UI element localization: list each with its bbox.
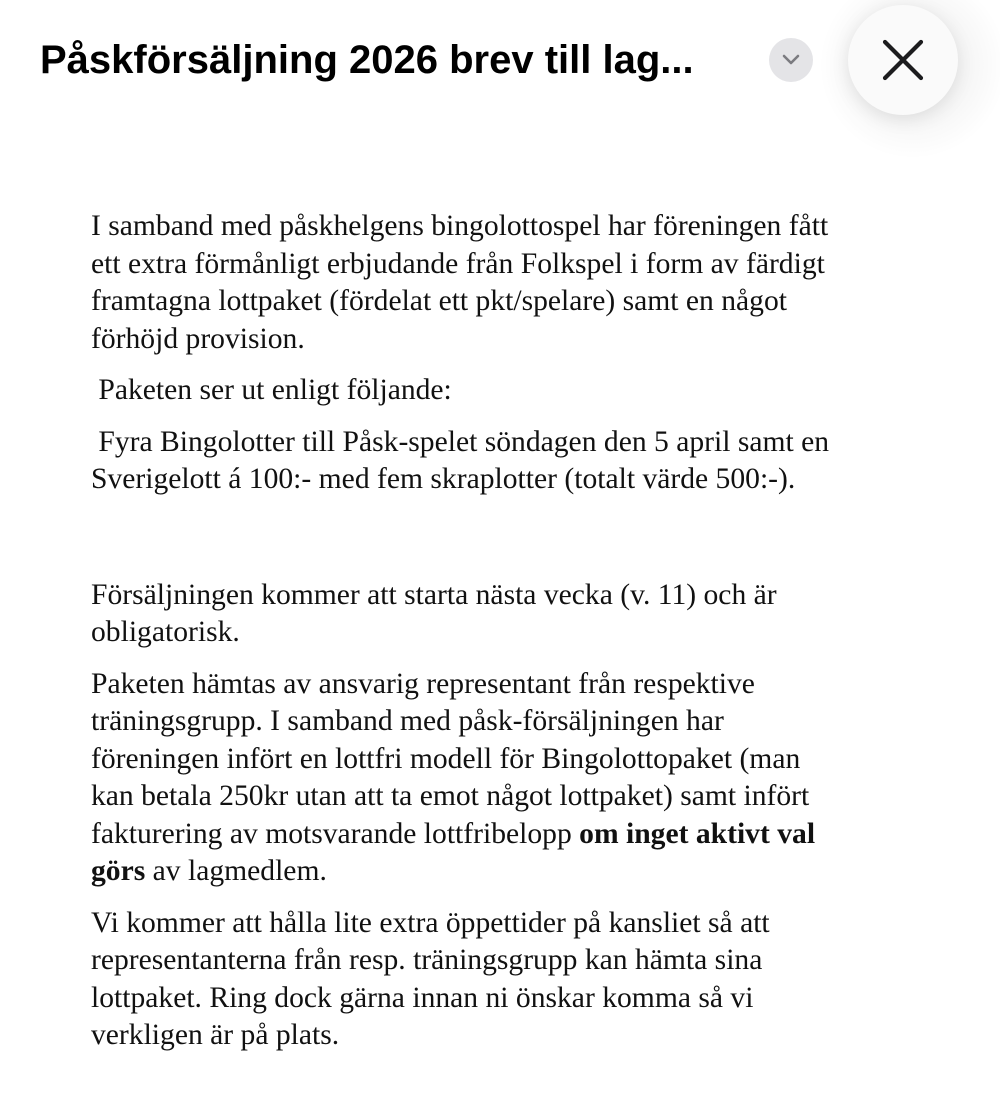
title-dropdown-button[interactable] xyxy=(769,38,813,82)
paragraph-pickup xyxy=(91,666,926,891)
text-line: verkligen är på plats. xyxy=(91,1019,340,1051)
text-line: träningsgrupp. I samband med påsk-försäljningen har xyxy=(91,705,724,737)
text-line: Vi kommer att hålla lite extra öppettider på kansliet så att xyxy=(91,906,770,939)
text-line: förhöjd provision. xyxy=(91,322,305,355)
document-title: Påskförsäljning 2026 brev till lag... xyxy=(40,38,694,82)
text-line: lottpaket. Ring dock gärna innan ni önskar komma så vi xyxy=(91,981,754,1014)
text-line: obligatorisk. xyxy=(91,616,240,648)
letter-body xyxy=(91,208,926,1055)
paragraph-intro xyxy=(91,208,926,358)
paragraph-office-hours xyxy=(91,905,926,1055)
bold-text: om inget aktivt val xyxy=(579,817,816,850)
text-segment: av lagmedlem. xyxy=(145,855,327,887)
text-line xyxy=(91,816,926,854)
text-line: representanterna från resp. träningsgrupp kan hämta sina xyxy=(91,944,763,976)
text-segment: fakturering av motsvarande lottfribelopp xyxy=(91,817,580,850)
text-line: föreningen infört en lottfri modell för Bingolottopaket (man xyxy=(91,742,801,775)
text-line: Paketen ser ut enligt följande: xyxy=(91,374,452,406)
text-line: Sverigelott á 100:- med fem skraplotter (totalt värde 500:-). xyxy=(91,463,796,495)
text-line: I samband med påskhelgens bingolottospel har föreningen fått xyxy=(91,210,829,242)
text-line: kan betala 250kr utan att ta emot något lottpaket) samt infört xyxy=(91,780,810,812)
bold-text: görs xyxy=(91,855,146,887)
text-line: Försäljningen kommer att starta nästa vecka (v. 11) och är xyxy=(91,578,777,611)
text-line xyxy=(91,853,926,891)
paragraph-package-contents xyxy=(91,424,926,499)
text-line: Paketen hämtas av ansvarig representant från respektive xyxy=(91,667,755,700)
text-line: framtagna lottpaket (fördelat ett pkt/spelare) samt en något xyxy=(91,285,788,317)
close-icon xyxy=(879,36,927,84)
paragraph-package-heading xyxy=(91,372,926,410)
text-line: ett extra förmånligt erbjudande från Folkspel i form av färdigt xyxy=(91,247,825,280)
viewer-header xyxy=(0,0,1000,130)
paragraph-sales-start xyxy=(91,577,926,652)
close-button[interactable] xyxy=(848,5,958,115)
chevron-down-icon xyxy=(781,53,801,67)
text-line: Fyra Bingolotter till Påsk-spelet söndagen den 5 april samt en xyxy=(91,425,830,458)
